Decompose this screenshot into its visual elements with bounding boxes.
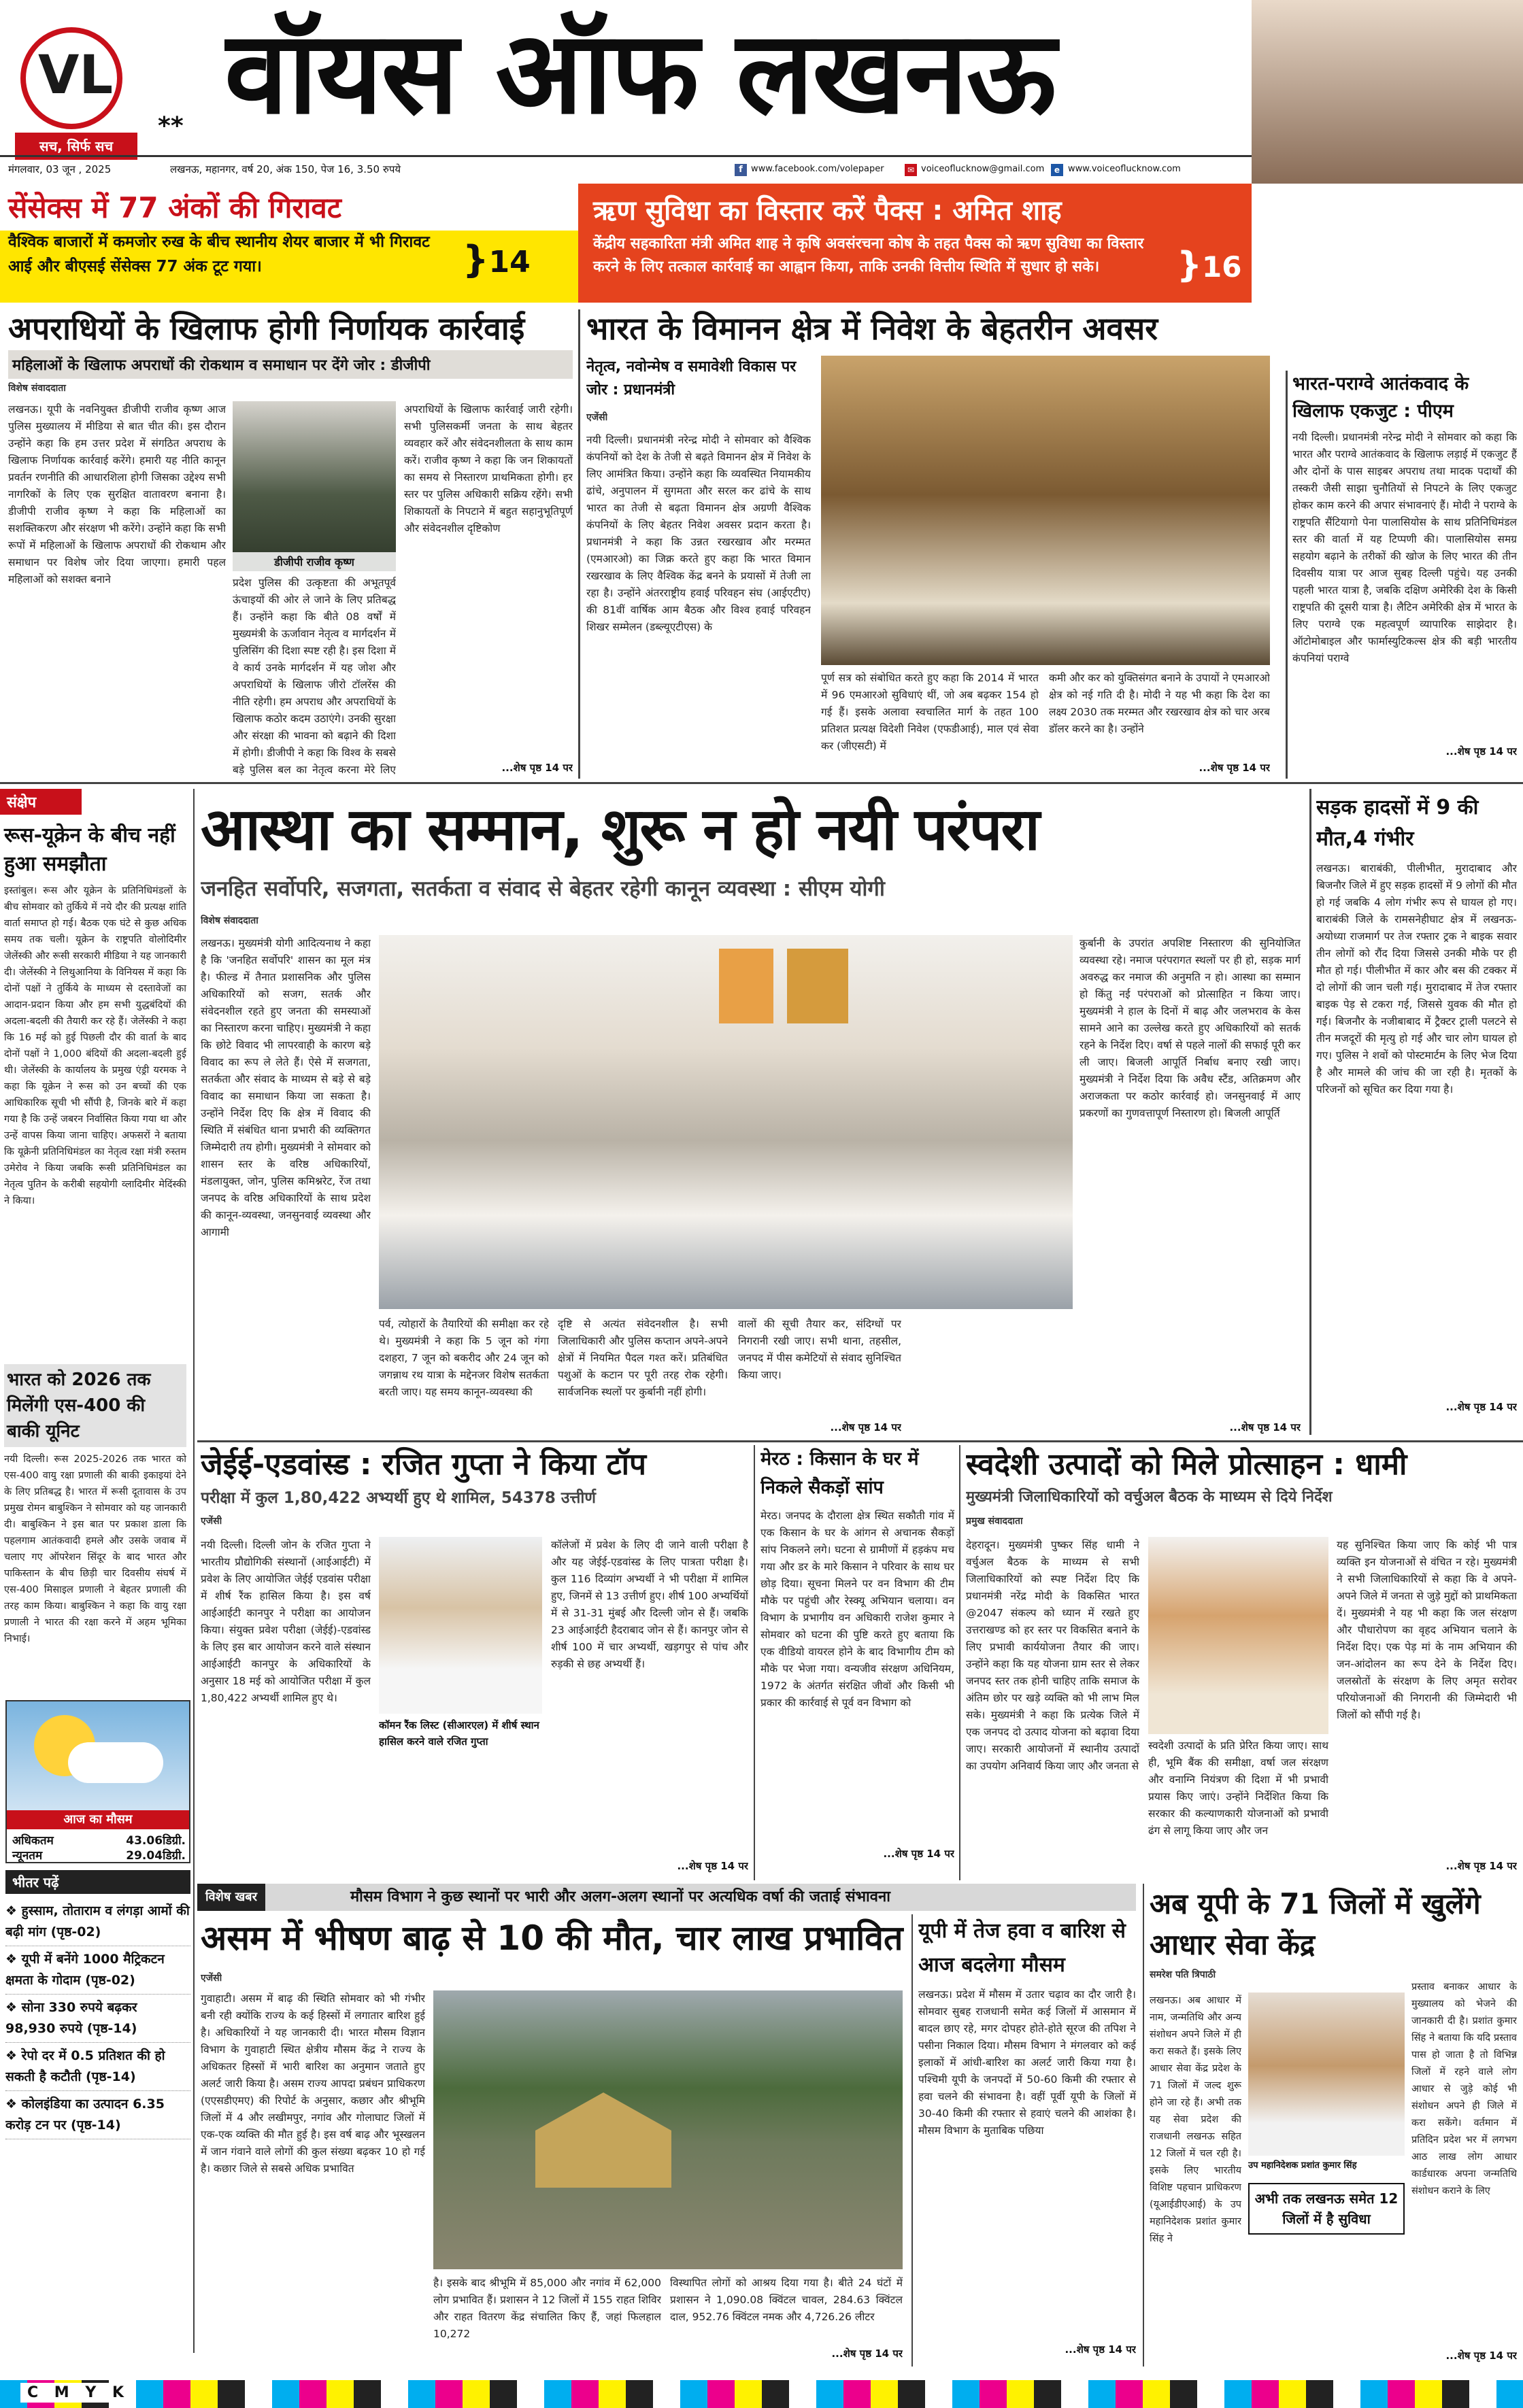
flood-col4: विस्थापित लोगों को आश्रय दिया गया है। बीते 24 घंटों में प्रशासन ने 1,090.08 क्विंटल चावल, 284.63 क्विंटल दाल, 952.76 क्विंटल नमक और 4,726.26 लीटर <box>670 2277 903 2323</box>
sankshep-item2-text: नयी दिल्ली। रूस 2025-2026 तक भारत को एस-400 वायु रक्षा प्रणाली की बाकी इकाइयां देने के लिए प्रतिबद्ध है। भारत में रूसी दूतावास के उप प्रमुख रोमन बाबुश्किन ने सोमवार को यह जानकारी दी। बाबुश्किन ने इस बात पर प्रकाश डाला कि पहलगाम आतंकवादी हमले और उसके जवाब में चलाए गए ऑपरेशन सिंदूर के बाद भारत और पाकिस्तान के बीच छिड़ी चार दिवसीय संघर्ष में एस-400 मिसाइल प्रणाली ने बेहतर प्रणाली की तरह काम किया। बाबुश्किन ने कहा कि वायु रक्षा प्रणाली ने भारत की रक्षा करने में अहम भूमिका निभाई। <box>4 1454 186 1644</box>
aadhaar-col3: प्रस्ताव बनाकर आधार के मुख्यालय को भेजने की जानकारी दी है। प्रशांत कुमार सिंह ने बताया कि यदि प्रस्ताव पास हो जाता है तो विभिन्न जिलों में रहने वाले लोग आधार से जुड़े कोई भी संशोधन अपने ही जिले में करा सकेंगे। वर्तमान में प्रतिदिन प्रदेश भर में लगभग आठ लाख लोग आधार कार्डधारक अपना जन्मतिथि संशोधन कराने के लिए <box>1411 1982 1517 2197</box>
aviation-meeting-photo <box>821 356 1270 665</box>
aadhaar-continued: ...शेष पृष्ठ 14 पर <box>1445 2350 1517 2362</box>
meerut-continued: ...शेष पृष्ठ 14 पर <box>883 1848 954 1860</box>
flood-kicker-text: मौसम विभाग ने कुछ स्थानों पर भारी और अलग-अलग स्थानों पर अत्यधिक वर्षा की जताई संभावना <box>350 1888 890 1905</box>
divider <box>197 1440 1523 1442</box>
bhitar-item-text: यूपी में बनेंगे 1000 मैट्रिकटन क्षमता के गोदाम (पृष्ठ-02) <box>5 1952 165 1988</box>
story-flood <box>201 1914 908 2367</box>
story-aviation-continued: ...शेष पृष्ठ 14 पर <box>1199 762 1270 774</box>
sankshep-label: संक्षेप <box>0 789 82 815</box>
cloud-icon <box>68 1742 163 1783</box>
flood-byline: एजेंसी <box>201 1973 222 1984</box>
lead-col5-continued: ...शेष पृष्ठ 14 पर <box>1229 1421 1301 1434</box>
masthead <box>0 0 1523 184</box>
ram-portrait <box>787 949 848 1023</box>
masthead-strip <box>0 155 1252 182</box>
weather-box <box>5 1700 190 1863</box>
story-aadhaar <box>1150 1884 1517 2367</box>
amit-shah-photo <box>1252 0 1523 184</box>
divider <box>193 789 195 2353</box>
weather-icon <box>7 1701 189 1810</box>
story-dgp-col2: प्रदेश पुलिस की उत्कृष्टता की अभूतपूर्व ऊंचाइयों की ओर ले जाने के लिए प्रतिबद्ध हैं। उन्होंने कहा कि बीते 08 वर्षों में मुख्यमंत्री के ऊर्जावान नेतृत्व व मार्गदर्शन में पुलिसिंग की दिशा स्पष्ट रही है। इस दिशा में वे कार्य उनके मार्गदर्शन में यह जोश और अपराधियों के खिलाफ जीरो टॉलरेंस की नीति रहेगी। हम अपराध और अपराधियों के खिलाफ कठोर कदम उठाएंगे। उनकी सुरक्षा और संरक्षा की भावना को बढ़ाने की दिशा में होगी। डीजीपी ने कहा कि विश्व के सबसे बड़े पुलिस बल का नेतृत्व करना मेरे लिए <box>233 577 396 776</box>
ear-left-page: }14 <box>463 238 531 281</box>
weather-min-row <box>12 1847 186 1863</box>
aadhaar-photo-caption: उप महानिदेशक प्रशांत कुमार सिंह <box>1248 2160 1357 2171</box>
ear-left-text: वैश्विक बाजारों में कमजोर रुख के बीच स्थानीय शेयर बाजार में भी गिरावट आई और बीएसई सेंसेक्स 77 अंक टूट गया। <box>8 233 430 275</box>
jee-byline: एजेंसी <box>201 1516 222 1527</box>
divider <box>1286 371 1288 779</box>
hut-icon <box>535 2092 671 2188</box>
jee-sub: परीक्षा में कुल 1,80,422 अभ्यर्थी हुए थे शामिल, 54378 उत्तीर्ण <box>201 1489 596 1507</box>
weather-max-value: 43.06डिग्री. <box>126 1834 186 1848</box>
story-aviation-sub: नेतृत्व, नवोन्मेष व समावेशी विकास पर जोर : प्रधानमंत्री <box>586 358 797 398</box>
bhitar-item[interactable]: ❖ सोना 330 रुपये बढ़कर 98,930 रुपये (पृष्ठ-14) <box>5 1995 190 2043</box>
flood-kicker-label: विशेष खबर <box>197 1884 265 1911</box>
accident-text: लखनऊ। बाराबंकी, पीलीभीत, मुरादाबाद और बिजनौर जिले में हुए सड़क हादसों में 9 लोगों की मौत हो गई जबकि 4 लोग गंभीर रूप से घायल हो गए। बाराबंकी जिले के रामसनेहीघाट क्षेत्र में लखनऊ-अयोध्या राजमार्ग पर तेज रफ्तार ट्रक ने बाइक सवार तीन लोगों को रौंद दिया जिससे उनकी मौके पर ही मौत हो गई। पीलीभीत में कार और बस की टक्कर में दो लोगों की जान चली गई। मुरादाबाद में तेज रफ्तार बाइक पेड़ से टकरा गई, जिससे युवक की मौत हो गई। बिजनौर के नजीबाबाद में ट्रैक्टर ट्राली पलटने से तीन मजदूरों की मृत्यु हो गई और चार लोग घायल हो गए। पुलिस ने शवों को पोस्टमार्टम के लिए भेज दिया है और मामले की जांच की जा रही है। मृतकों के परिजनों को सूचित कर दिया गया है। <box>1316 862 1517 1096</box>
flood-col1: गुवाहाटी। असम में बाढ़ की स्थिति सोमवार को भी गंभीर बनी रही क्योंकि राज्य के कई हिस्सों में लगातार बारिश हुई है। अधिकारियों ने यह जानकारी दी। भारत मौसम विज्ञान विभाग के गुवाहाटी स्थित क्षेत्रीय मौसम केंद्र ने राज्य के अधिकतर हिस्सों में भारी बारिश का अनुमान जताते हुए अलर्ट जारी किया है। असम राज्य आपदा प्रबंधन प्राधिकरण (एएसडीएमए) की रिपोर्ट के अनुसार, कछार और श्रीभूमि जिलों में 4 और लखीमपुर, नगांव और गोलाघाट जिलों में एक-एक व्यक्ति की मौत हुई है। इस वर्ष बाढ़ और भूस्खलन में जान गंवाने वाले लोगों की कुल संख्या बढ़कर 10 हो गई है। कछार जिले से सबसे अधिक प्रभावित <box>201 1992 425 2175</box>
ear-right-headline: ऋण सुविधा का विस्तार करें पैक्स : अमित शाह <box>593 195 1062 226</box>
dhami-col4: यह सुनिश्चित किया जाए कि कोई भी पात्र व्यक्ति इन योजनाओं से वंचित न रहे। मुख्यमंत्री ने सभी जिलाधिकारियों से कहा कि वे अपने-अपने जिले में जनता से जुड़े मुद्दों को प्राथमिकता दें। मुख्यमंत्री ने यह भी कहा कि जल संरक्षण और पौधारोपण का वृहद अभियान चलाने के निर्देश दिए। एक पेड़ मां के नाम अभियान की जन-आंदोलन का रूप देने के निर्देश दिए। जलस्रोतों के संरक्षण के लिए अमृत सरोवर परियोजनाओं की निगरानी की जिम्मेदारी भी जिलों को सौंपी गई है। <box>1337 1539 1517 1721</box>
up-weather-text: लखनऊ। प्रदेश में मौसम में उतार चढ़ाव का दौर जारी है। सोमवार सुबह राजधानी समेत कई जिलों में आसमान में बादल छाए रहे, मगर दोपहर होते-होते सूरज की तपिश ने पसीना निकाल दिया। मौसम विभाग ने मंगलवार को कई इलाकों में आंधी-बारिश का अलर्ट जारी किया गया है। पश्चिमी यूपी के जनपदों में 50-60 किमी की रफ्तार से हवा चलने की संभावना है। वहीं पूर्वी यूपी के जिलों में 30-40 किमी की रफ्तार से हवाएं चलने की आशंका है। मौसम विभाग के मुताबिक पछिया <box>918 1988 1136 2137</box>
divider <box>1143 1884 1144 2367</box>
facebook-icon: f <box>735 164 747 176</box>
lead-story <box>201 792 1303 1438</box>
dhami-headline: स्वदेशी उत्पादों को मिले प्रोत्साहन : धामी <box>966 1447 1407 1482</box>
story-paraguay-headline: भारत-पराग्वे आतंकवाद के खिलाफ एकजुट : पीएम <box>1292 373 1469 422</box>
story-dgp <box>8 309 573 779</box>
facebook-link[interactable]: www.facebook.com/volepaper <box>751 164 884 174</box>
weather-label: आज का मौसम <box>7 1810 189 1829</box>
flood-headline: असम में भीषण बाढ़ से 10 की मौत, चार लाख प्रभावित <box>201 1918 903 1958</box>
aadhaar-highlight: अभी तक लखनऊ समेत 12 जिलों में है सुविधा <box>1248 2183 1405 2235</box>
dhami-sub: मुख्यमंत्री जिलाधिकारियों को वर्चुअल बैठक के माध्यम से दिये निर्देश <box>966 1489 1333 1506</box>
weather-min-value: 29.04डिग्री. <box>126 1849 186 1863</box>
aadhaar-headline: अब यूपी के 71 जिलों में खुलेंगे आधार सेवा केंद्र <box>1150 1887 1481 1961</box>
jee-photo-caption: कॉमन रैंक लिस्ट (सीआरएल) में शीर्ष स्थान हासिल करने वाले रजित गुप्ता <box>379 1719 539 1748</box>
dhami-col3: स्वदेशी उत्पादों के प्रति प्रेरित किया जाए। साथ ही, भूमि बैंक की समीक्षा, वर्षा जल संरक्षण और वनाग्नि नियंत्रण की दिशा में भी प्रभावी प्रयास किए जाएं। उन्होंने निर्देशित किया कि सरकार की कल्याणकारी योजनाओं को प्रभावी ढंग से लागू किया जाए और जन <box>1148 1740 1328 1837</box>
story-accident <box>1316 792 1517 1435</box>
up-weather-headline: यूपी में तेज हवा व बारिश से आज बदलेगा मौसम <box>918 1919 1126 1977</box>
story-paraguay <box>1292 371 1517 779</box>
story-meerut <box>760 1445 954 1880</box>
dgp-photo-caption: डीजीपी राजीव कृष्ण <box>233 552 396 571</box>
flood-photo <box>433 1990 903 2269</box>
bhitar-item[interactable]: ❖ कोलइंडिया का उत्पादन 6.35 करोड़ टन पर (पृष्ठ-14) <box>5 2091 190 2139</box>
bhitar-box <box>5 1870 190 2353</box>
lead-col4: वालों की सूची तैयार कर, संदिग्धों पर निगरानी रखी जाए। सभी थाना, तहसील, जनपद में पीस कमेटियों से संवाद सुनिश्चित किया जाए। <box>738 1318 901 1381</box>
prashant-kumar-photo <box>1248 1992 1405 2156</box>
cm-meeting-photo <box>379 935 1073 1309</box>
flood-kicker <box>197 1884 1136 1911</box>
lead-col1: लखनऊ। मुख्यमंत्री योगी आदित्यनाथ ने कहा है कि 'जनहित सर्वोपरि' शासन का मूल मंत्र है। फील्ड में तैनात प्रशासनिक और पुलिस अधिकारियों को सजग, सतर्क और संवेदनशील रहते हुए जनता की समस्याओं का निस्तारण करना चाहिए। मुख्यमंत्री ने कहा कि छोटे विवाद भी लापरवाही के कारण बड़े विवाद का रूप ले लेते हैं। ऐसे में सजगता, सतर्कता और संवाद के माध्यम से बड़े से बड़े विवाद का समाधान किया जा सकता है। उन्होंने निर्देश दिए कि क्षेत्र में विवाद की स्थिति में संबंधित थाना प्रभारी की व्यक्तिगत जिम्मेदारी तय होगी। मुख्यमंत्री ने सोमवार को शासन स्तर के वरिष्ठ अधिकारियों, मंडलायुक्त, जोन, पुलिस कमिश्नरेट, रेंज तथा जनपद के वरिष्ठ अधिकारियों के साथ प्रदेश की कानून-व्यवस्था, जनसुनवाई व्यवस्था और आगामी <box>201 937 371 1238</box>
meerut-text: मेरठ। जनपद के दौराला क्षेत्र स्थित सकौती गांव में एक किसान के घर के आंगन से अचानक सैकड़ों सांप निकलने लगे। घटना से ग्रामीणों में हड़कंप मच गया और डर के मारे किसान ने परिवार के साथ घर छोड़ दिया। सूचना मिलने पर वन विभाग की टीम मौके पर पहुंची और रेस्क्यू अभियान चलाया। वन विभाग के प्रभागीय वन अधिकारी राजेश कुमार ने सोमवार को घटना की पुष्टि करते हुए बताया कि एक वीडियो वायरल होने के बाद विभागीय टीम को मौके पर भेजा गया। वन्यजीव संरक्षण अधिनियम, 1972 के अंतर्गत संरक्षित जीवों और किसी भी प्रकार की कार्रवाई से पूर्व वन विभाग को <box>760 1510 954 1709</box>
story-dgp-byline: विशेष संवाददाता <box>8 383 66 394</box>
weather-max-label: अधिकतम <box>12 1834 54 1848</box>
dhami-continued: ...शेष पृष्ठ 14 पर <box>1445 1860 1517 1872</box>
sankshep-item2-title: भारत को 2026 तक मिलेंगी एस-400 की बाकी यूनिट <box>4 1364 186 1447</box>
story-aviation-byline: एजेंसी <box>586 412 608 423</box>
sankshep-column <box>0 789 190 1693</box>
bhitar-item-text: सोना 330 रुपये बढ़कर 98,930 रुपये (पृष्ठ-14) <box>5 2000 137 2036</box>
lead-headline: आस्था का सम्मान, शुरू न हो नयी परंपरा <box>201 796 1039 864</box>
ear-right-page-num: 16 <box>1202 250 1242 284</box>
lead-col3: दृष्टि से अत्यंत संवेदनशील है। सभी जिलाधिकारी और पुलिस कप्तान अपने-अपने क्षेत्रों में नियमित पैदल गश्त करें। प्रतिबंधित पशुओं के कटान पर पूरी तरह रोक रहेगी। सार्वजनिक स्थलों पर कुर्बानी नहीं होगी। <box>558 1318 728 1398</box>
issue-meta: लखनऊ, महानगर, वर्ष 20, अंक 150, पेज 16, 3.50 रुपये <box>170 163 401 175</box>
aadhaar-byline: समरेश पति त्रिपाठी <box>1150 1969 1216 1980</box>
ear-left-headline: सेंसेक्स में 77 अंकों की गिरावट <box>0 184 578 231</box>
dhami-byline: प्रमुख संवाददाता <box>966 1516 1023 1527</box>
sankshep-item1-title: रूस-यूक्रेन के बीच नहीं हुआ समझौता <box>4 824 175 876</box>
story-aviation-col3: कमी और कर को युक्तिसंगत बनाने के उपायों ने एमआरओ क्षेत्र को नई गति दी है। मोदी ने यह भी कहा कि देश का लक्ष्य 2030 तक मरम्मत और रखरखाव क्षेत्र को चार अरब डॉलर करने का है। उन्होंने <box>1049 672 1270 735</box>
story-dgp-continued: ...शेष पृष्ठ 14 पर <box>501 762 573 774</box>
story-up-weather <box>918 1914 1136 2367</box>
bhitar-item-text: कोलइंडिया का उत्पादन 6.35 करोड़ टन पर (पृष्ठ-14) <box>5 2097 165 2133</box>
bhitar-item-text: हुस्साम, तोताराम व लंगड़ा आमों की बढ़ी मांग (पृष्ठ-02) <box>5 1903 190 1939</box>
ear-left-page-num: 14 <box>488 245 531 279</box>
story-dgp-headline: अपराधियों के खिलाफ होगी निर्णायक कार्रवाई <box>8 310 525 347</box>
yogi-portrait <box>719 949 773 1023</box>
bhitar-item-text: रेपो दर में 0.5 प्रतिशत की हो सकती है कटौती (पृष्ठ-14) <box>5 2048 165 2084</box>
flood-continued: ...शेष पृष्ठ 14 पर <box>831 2347 903 2360</box>
divider <box>911 1914 913 2367</box>
jee-col1: नयी दिल्ली। दिल्ली जोन के रजित गुप्ता ने भारतीय प्रौद्योगिकी संस्थानों (आईआईटी) में प्रवेश के लिए आयोजित जेईई एडवांस परीक्षा में शीर्ष रैंक हासिल किया है। इस वर्ष आईआईटी कानपुर ने परीक्षा का आयोजन किया। संयुक्त प्रवेश परीक्षा (जेईई)-एडवांस्ड के लिए इस बार आयोजन करने वाले संस्थान आईआईटी कानपुर के अधिकारियों के अनुसार 18 मई को आयोजित परीक्षा में कुल 1,80,422 अभ्यर्थी शामिल हुए थे। <box>201 1539 371 1704</box>
bhitar-label: भीतर पढ़ें <box>5 1870 190 1894</box>
story-paraguay-text: नयी दिल्ली। प्रधानमंत्री नरेन्द्र मोदी ने सोमवार को कहा कि भारत और पराग्वे आतंकवाद के खिलाफ लड़ाई में एकजुट हैं और दोनों के पास साइबर अपराध तथा मादक पदार्थों की तस्करी जैसी साझा चुनौतियों से निपटने के लिए एकजुट होकर काम करने की अपार संभावनाएं हैं। मोदी ने पराग्वे के राष्ट्रपति सैंटियागो पेना पालासियोस के साथ प्रतिनिधिमंडल स्तर की वार्ता में यह टिप्पणी की। पालासियोस समग्र सहयोग बढ़ाने के तरीकों की खोज के लिए भारत की तीन दिवसीय यात्रा पर आज सुबह दिल्ली पहुंचे। यह उनकी पहली भारत यात्रा है, जबकि दक्षिण अमेरिकी देश के किसी राष्ट्रपति की दूसरी यात्रा है। लैटिन अमेरिकी क्षेत्र में भारत के लिए पराग्वे एक महत्वपूर्ण व्यापारिक साझेदार है। ऑटोमोबाइल और फार्मास्युटिकल्स क्षेत्र की बड़ी भारतीय कंपनियां पराग्वे <box>1292 431 1517 664</box>
story-aviation-col2: पूर्ण सत्र को संबोधित करते हुए कहा कि 2014 में भारत में 96 एमआरओ सुविधाएं थीं, जो अब बढ़कर 154 हो गई हैं। इसके अलावा स्वचालित मार्ग के तहत 100 प्रतिशत प्रत्यक्ष विदेशी निवेश (एफडीआई), माल एवं सेवा कर (जीएसटी) में <box>821 672 1039 752</box>
dhami-col1: देहरादून। मुख्यमंत्री पुष्कर सिंह धामी ने वर्चुअल बैठक के माध्यम से सभी जिलाधिकारियों को स्पष्ट निर्देश दिए कि प्रधानमंत्री नरेंद्र मोदी के विकसित भारत @2047 संकल्प को ध्यान में रखते हुए उत्तराखण्ड को हर स्तर पर विकसित बनाने के लिए प्रभावी कार्ययोजना तैयार की जाए। उन्होंने कहा कि यह योजना ग्राम स्तर से लेकर जनपद स्तर तक होनी चाहिए ताकि समाज के अंतिम छोर पर खड़े व्यक्ति को भी लाभ मिल सके। मुख्यमंत्री ने कहा कि प्रत्येक जिले में एक जनपद दो उत्पाद योजना को बढ़ावा दिया जाए। सरकारी आयोजनों में स्थानीय उत्पादों का उपयोग अनिवार्य किया जाए और जनता से <box>966 1539 1139 1772</box>
meerut-headline: मेरठ : किसान के घर में निकले सैकड़ों सांप <box>760 1448 919 1498</box>
jee-continued: ...शेष पृष्ठ 14 पर <box>677 1860 748 1872</box>
accident-headline: सड़क हादसों में 9 की मौत,4 गंभीर <box>1316 796 1479 851</box>
date: मंगलवार, 03 जून , 2025 <box>8 163 112 175</box>
dgp-photo <box>233 401 396 571</box>
web-link[interactable]: www.voiceoflucknow.com <box>1068 164 1181 174</box>
weather-min-label: न्यूनतम <box>12 1849 43 1863</box>
lead-byline: विशेष संवाददाता <box>201 915 258 926</box>
lead-col2: पर्व, त्योहारों के तैयारियों की समीक्षा कर रहे थे। मुख्यमंत्री ने कहा कि 5 जून को गंगा दशहरा, 7 जून को बकरीद और 24 जून को जगन्नाथ रथ यात्रा के मद्देनजर विशेष सतर्कता बरती जाए। यह समय कानून-व्यवस्था की <box>379 1318 549 1398</box>
story-dhami <box>966 1445 1517 1880</box>
story-paraguay-continued: ...शेष पृष्ठ 14 पर <box>1445 745 1517 758</box>
up-weather-continued: ...शेष पृष्ठ 14 पर <box>1065 2343 1136 2356</box>
divider <box>754 1445 755 1880</box>
sankshep-item1-text: इस्तांबुल। रूस और यूक्रेन के प्रतिनिधिमंडलों के बीच सोमवार को तुर्किये में नये दौर की प्रत्यक्ष शांति वार्ता समाप्त हो गई। बैठक एक घंटे से कुछ अधिक समय तक चली। यूक्रेन के राष्ट्रपति वोलोदिमीर जेलेंस्की और रूसी सरकारी मीडिया ने यह जानकारी दी। जेलेंस्की ने लिथुआनिया के विनियस में कहा कि दोनों पक्षों ने तुर्किये के माध्यम से दस्तावेजों का आदान-प्रदान किया और हम सभी युद्धबंदियों की अदला-बदली की तैयारी कर रहे हैं। जेलेंस्की ने कहा कि 16 मई को हुई पिछली दौर की वार्ता के बाद दोनों पक्षों ने 1,000 बंदियों की अदला-बदली हुई थी। जेलेंस्की के कार्यालय के प्रमुख एंड्री यरमक ने कहा कि यूक्रेन ने रूस को उन बच्चों की एक आधिकारिक सूची भी सौंपी है, जिनके बारे में कहा गया है कि उन्हें जबरन निर्वासित किया गया था और उन्हें वापस किया जाना चाहिए। अफसरों ने बताया कि यूक्रेनी प्रतिनिधिमंडल का नेतृत्व रक्षा मंत्री रुस्तम उमेरोव ने किया जबकि रूसी प्रतिनिधिमंडल का नेतृत्व पुतिन के करीबी सहयोगी व्लादिमीर मेदिंस्की ने किया। <box>4 885 186 1206</box>
divider <box>578 309 580 779</box>
ear-right <box>578 184 1252 303</box>
flood-col3: है। इसके बाद श्रीभूमि में 85,000 और नगांव में 62,000 लोग प्रभावित हैं। प्रशासन ने 12 जिलों में 155 राहत शिविर और राहत वितरण केंद्र संचालित किए हैं, जहां फिलहाल 10,272 <box>433 2277 661 2340</box>
masthead-title: वॉयस ऑफ लखनऊ <box>224 6 1055 139</box>
accident-continued: ...शेष पृष्ठ 14 पर <box>1445 1401 1517 1413</box>
color-bar <box>0 2380 1523 2408</box>
bhitar-list <box>5 1898 190 2139</box>
story-dgp-col3: अपराधियों के खिलाफ कार्रवाई जारी रहेगी। सभी पुलिसकर्मी जनता के साथ बेहतर व्यवहार करें और संवेदनशीलता के साथ काम करें। राजीव कृष्ण ने कहा कि जन शिकायतों का समय से निस्तारण प्राथमिकता होगी। हर स्तर पर पुलिस अधिकारी सक्रिय रहेंगे। सभी शिकायतों के निपटाने में बहुत सहानुभूतिपूर्ण और संवेदनशील दृष्टिकोण <box>404 403 573 535</box>
email-icon: ✉ <box>905 164 917 176</box>
edition-stars: ** <box>158 112 184 140</box>
bhitar-item[interactable]: ❖ यूपी में बनेंगे 1000 मैट्रिकटन क्षमता के गोदाम (पृष्ठ-02) <box>5 1946 190 1995</box>
story-aviation-headline: भारत के विमानन क्षेत्र में निवेश के बेहतरीन अवसर <box>586 310 1158 347</box>
ear-right-page: }16 <box>1177 245 1242 286</box>
divider <box>959 1445 960 1880</box>
jee-col3: कॉलेजों में प्रवेश के लिए दी जाने वाली परीक्षा है और यह जेईई-एडवांस्ड के लिए पात्रता परीक्षा है। कुल 116 दिव्यांग अभ्यर्थी ने भी परीक्षा में शामिल हुए, जिनमें से 13 उत्तीर्ण हुए। शीर्ष 100 अभ्यर्थियों में से 31-31 मुंबई और दिल्ली जोन से हैं। जबकि 23 आईआईटी हैदराबाद जोन से हैं। कानपुर जोन से शीर्ष 100 में चार अभ्यर्थी, खड़गपुर से पांच और रुड़की से छह अभ्यर्थी हैं। <box>551 1539 748 1670</box>
dhami-photo <box>1148 1537 1328 1734</box>
lead-col4-continued: ...शेष पृष्ठ 14 पर <box>830 1421 901 1434</box>
jee-headline: जेईई-एडवांस्ड : रजित गुप्ता ने किया टॉप <box>201 1447 647 1482</box>
story-aviation <box>586 309 1280 779</box>
lead-col5: कुर्बानी के उपरांत अपशिष्ट निस्तारण की सुनियोजित व्यवस्था रहे। नमाज परंपरागत स्थलों पर ही हो, सड़क मार्ग अवरुद्ध कर नमाज की अनुमति न हो। आस्था का सम्मान हो किंतु नई परंपराओं को प्रोत्साहित न किया जाए। मुख्यमंत्री ने हाल के दिनों में बाढ़ और जलभराव के केस सामने आने का उल्लेख करते हुए अधिकारियों को सतर्क रहने के निर्देश दिए। वर्षा से पहले नालों की सफाई पूरी कर ली जाए। बिजली आपूर्ति निर्बाध बनाए रखी जाए। मुख्यमंत्री ने निर्देश दिया कि अवैध स्टैंड, अतिक्रमण और अराजकता पर कठोर कार्रवाई हो। जनसुनवाई में आए प्रकरणों का गुणवत्तापूर्ण निस्तारण हो। बिजली आपूर्ति <box>1080 937 1301 1119</box>
aadhaar-col1: लखनऊ। अब आधार में नाम, जन्मतिथि और अन्य संशोधन अपने जिले में ही करा सकते हैं। इसके लिए आधार सेवा केंद्र प्रदेश के 71 जिलों में जल्द शुरू होने जा रहे हैं। अभी तक यह सेवा प्रदेश की राजधानी लखनऊ सहित 12 जिलों में चल रही है। इसके लिए भारतीय विशिष्ट पहचान प्राधिकरण (यूआईडीएआई) के उप महानिदेशक प्रशांत कुमार सिंह ने <box>1150 1995 1241 2244</box>
ear-right-text: केंद्रीय सहकारिता मंत्री अमित शाह ने कृषि अवसंरचना कोष के तहत पैक्स को ऋण सुविधा का विस्तार करने के लिए तत्काल कार्रवाई का आह्वान किया, ताकि उनकी वित्तीय स्थिति में सुधार हो सके। <box>593 235 1144 275</box>
weather-max-row <box>12 1832 186 1848</box>
email-link[interactable]: voiceoflucknow@gmail.com <box>921 164 1045 174</box>
web-icon: e <box>1051 164 1063 176</box>
rajit-gupta-photo <box>379 1537 542 1714</box>
story-aviation-col1: नयी दिल्ली। प्रधानमंत्री नरेन्द्र मोदी ने सोमवार को वैश्विक कंपनियों को देश के तेजी से बढ़ते विमानन क्षेत्र में निवेश के लिए आमंत्रित किया। उन्होंने कहा कि व्यवस्थित नियामकीय ढांचे, अनुपालन में सुगमता और सरल कर ढांचे के साथ भारत का तेजी से बढ़ता विमानन क्षेत्र अग्रणी वैश्विक कंपनियों के लिए बेहतर निवेश अवसर प्रदान करता है। प्रधानमंत्री ने कहा कि उन्नत रखरखाव और मरम्मत (एमआरओ) का जिक्र करते हुए कहा कि भारत विमान रखरखाव के लिए वैश्विक केंद्र बनने के प्रयासों में तेजी ला रहा है। उन्होंने अंतरराष्ट्रीय हवाई परिवहन संघ (आईएटीए) की 81वीं वार्षिक आम बैठक और विश्व हवाई परिवहन शिखर सम्मेलन (डब्ल्यूएटीएस) के <box>586 434 811 633</box>
bhitar-item[interactable]: ❖ रेपो दर में 0.5 प्रतिशत की हो सकती है कटौती (पृष्ठ-14) <box>5 2043 190 2091</box>
story-jee <box>201 1445 748 1880</box>
logo-text: VL <box>38 45 114 106</box>
story-dgp-col1: लखनऊ। यूपी के नवनियुक्त डीजीपी राजीव कृष्ण आज पुलिस मुख्यालय में मीडिया से बात चीत की। इस दौरान उन्होंने कहा कि हम उत्तर प्रदेश में संगठित अपराध के खिलाफ निर्णायक कार्रवाई करेंगे। हमारी यह नीति कानून प्रवर्तन रणनीति की आधारशिला होगी जिसका उद्देश्य सभी नागरिकों के लिए एक सुरक्षित वातावरण बनाना है। डीजीपी राजीव कृष्ण ने कहा कि महिलाओं का सशक्तिकरण और संरक्षण भी करेंगे। उन्होंने कहा कि सभी रूपों में महिलाओं के खिलाफ अपराधों की रोकथाम और समाधान पर विशेष जोर दिया जाएगा। हमारी पहल महिलाओं को सशक्त बनाने <box>8 403 226 586</box>
divider <box>1309 789 1311 1435</box>
lead-sub: जनहित सर्वोपरि, सजगता, सतर्कता व संवाद से बेहतर रहेगी कानून व्यवस्था : सीएम योगी <box>201 877 885 901</box>
bhitar-item[interactable]: ❖ हुस्साम, तोताराम व लंगड़ा आमों की बढ़ी मांग (पृष्ठ-02) <box>5 1898 190 1946</box>
story-dgp-sub: महिलाओं के खिलाफ अपराधों की रोकथाम व समाधान पर देंगे जोर : डीजीपी <box>8 350 573 379</box>
logo <box>20 27 122 129</box>
divider <box>0 782 1523 784</box>
ear-left <box>0 184 578 303</box>
cmyk-label: C M Y K <box>20 2383 136 2403</box>
tagline: सच, सिर्फ सच <box>15 133 137 160</box>
